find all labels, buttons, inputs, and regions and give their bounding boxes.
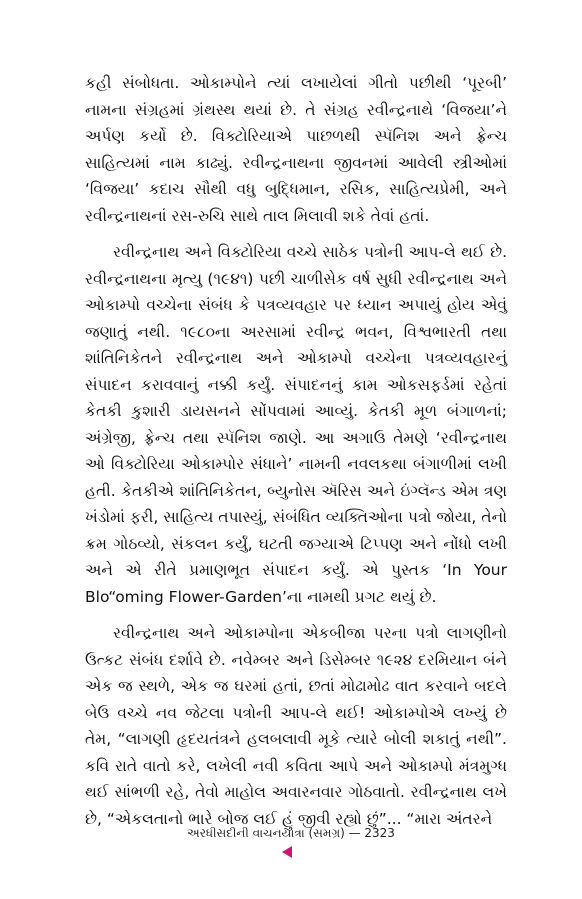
paragraph-2: રવીન્દ્રનાથ અને વિક્ટોરિયા વચ્ચે સાઠેક પત્રોની આપ-લે થઈ છે. રવીન્દ્રનાથના મૃત્યુ (૧૯૪૧) પછી ચાળીસેક વર્ષ સુધી રવીન્દ્રનાથ અને ઓકામ્પો વચ્ચેના સંબંધ કે પત્રવ્યવહાર પર ધ્યાન અપાયું હોય એવું જણાતું નથી. ૧૯૮૦ના અરસામાં રવીન્દ્ર ભવન, વિશ્વભારતી તથા શાંતિનિકેતને રવીન્દ્રનાથ અને ઓકામ્પો વચ્ચેના પત્રવ્યવહારનું સંપાદન કરાવવાનું નક્કી કર્યું. સંપાદનનું કામ ઓકસફર્ડમાં રહેતાં કેતકી કુશારી ડાયસનને સોંપવામાં આવ્યું. કેતકી મૂળ બંગાળનાં; અંગ્રેજી, ફ્રેન્ચ તથા સ્પૅનિશ જાણે. આ અગાઉ તેમણે ‘રવીન્દ્રનાથ ઓ વિક્ટોરિયા ઓકામ્પોર સંધાને’ નામની નવલકથા બંગાળીમાં લખી હતી. કેતકીએ શાંતિનિકેતન, બ્યુનોસ ઍરિસ અને ઇંગ્લૅન્ડ એમ ત્રણ ખંડોમાં ફરી, સાહિત્ય તપાસ્યું, સંબંધિત વ્યક્તિઓના પત્રો જોયા, તેનો ક્રમ ગોઠવ્યો, સંકલન કર્યું, ઘટતી જગ્યાએ ટિપ્પણ અને નોંધો લખી અને એ રીતે પ્રમાણભૂત સંપાદન કર્યું. એ પુસ્તક ‘In Your Blo“oming Flower-Garden’ના નામથી પ્રગટ થયું છે.	[85, 243, 507, 606]
page-body	[85, 70, 507, 832]
page-footer: અરધીસદીની વાચનયાત્રા (સમગ્ર) — 2323	[187, 826, 395, 840]
paragraph-1: કહી સંબોધતા. ઓકામ્પોને ત્યાં લખાયેલાં ગીતો પછીથી ‘પૂરબી’ નામના સંગ્રહમાં ગ્રંથસ્થ થયાં છે. તે સંગ્રહ રવીન્દ્રનાથે ‘વિજયા’ને અર્પણ કર્યો છે. વિક્ટોરિયાએ પાછળથી સ્પૅનિશ અને ફ્રેન્ચ સાહિત્યમાં નામ કાઢ્યું. રવીન્દ્રનાથના જીવનમાં આવેલી સ્ત્રીઓમાં ‘વિજયા’ કદાચ સૌથી વધુ બુદ્ધિમાન, રસિક, સાહિત્યપ્રેમી, અને રવીન્દ્રનાથનાં રસ-રુચિ સાથે તાલ મિલાવી શકે તેવાં હતાં.	[85, 74, 507, 225]
left-triangle-icon[interactable]	[282, 846, 292, 858]
paragraph-3: રવીન્દ્રનાથ અને ઓકામ્પોના એકબીજા પરના પત્રો લાગણીનો ઉત્કટ સંબંધ દર્શાવે છે. નવેમ્બર અને ડિસેમ્બર ૧૯૨૪ દરમિયાન બંને એક જ સ્થળે, એક જ ઘરમાં હતાં, છતાં મોઢામોઢ વાત કરવાને બદલે બેઉ વચ્ચે નવ જેટલા પત્રોની આપ-લે થઈ! ઓકામ્પોએ લખ્યું છે તેમ, “લાગણી હૃદયતંત્રને હલબલાવી મૂકે ત્યારે બોલી શકાતું નથી”. કવિ રાતે વાતો કરે, લખેલી નવી કવિતા આપે અને ઓકામ્પો મંત્રમુગ્ધ થઈ સાંભળી રહે, તેવો માહોલ અવારનવાર ગોઠવાતો. રવીન્દ્રનાથ લખે છે, “એકલતાનો ભારે બોજ લઈ હું જીવી રહ્યો છું”... “મારા અંતરને	[85, 624, 507, 828]
